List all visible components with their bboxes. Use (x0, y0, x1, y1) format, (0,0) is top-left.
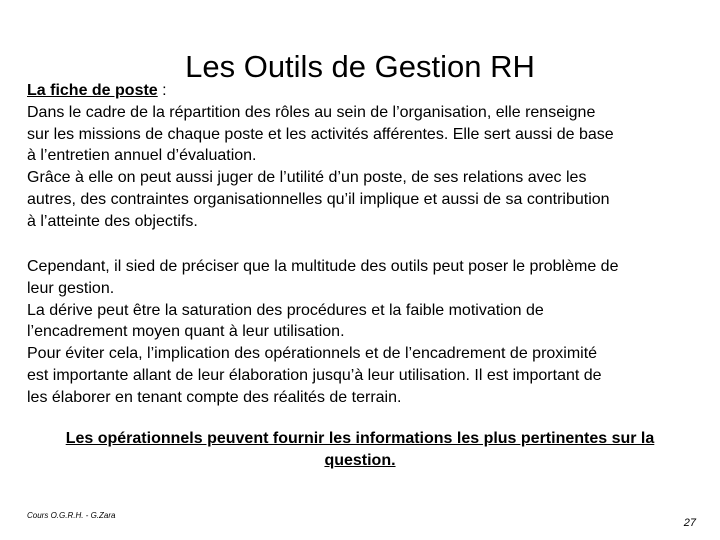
paragraph-line: l’encadrement moyen quant à leur utilisation. (27, 323, 345, 341)
section-heading-line (27, 80, 695, 102)
conclusion-line: Les opérationnels peuvent fournir les informations les plus pertinentes sur la (65, 430, 655, 447)
paragraph-line: à l’atteinte des objectifs. (27, 212, 198, 230)
paragraph-line: sur les missions de chaque poste et les activités afférentes. Elle sert aussi de base (27, 125, 614, 143)
paragraph-line: Grâce à elle on peut aussi juger de l’utilité d’un poste, de ses relations avec les (27, 169, 587, 187)
paragraph-line: Pour éviter cela, l’implication des opérationnels et de l’encadrement de proximité (27, 345, 598, 363)
paragraph-line: leur gestion. (27, 279, 115, 297)
slide-title: Les Outils de Gestion RH (185, 48, 535, 84)
paragraph-line: autres, des contraintes organisationnelles qu’il implique et aussi de sa contribution (27, 190, 610, 208)
footer-course-label: Cours O.G.R.H. - G.Zara (27, 511, 116, 520)
paragraph-line: est importante allant de leur élaboration jusqu’à leur utilisation. Il est important de (27, 366, 602, 384)
paragraph-line: à l’entretien annuel d’évaluation. (27, 147, 257, 165)
section-gestion-des-outils (27, 256, 695, 409)
conclusion-line: question. (324, 452, 396, 469)
paragraph-line: Dans le cadre de la répartition des rôles au sein de l’organisation, elle renseigne (27, 103, 596, 121)
paragraph-line: La dérive peut être la saturation des procédures et la faible motivation de (27, 301, 544, 319)
page-number: 27 (683, 517, 696, 529)
conclusion-statement (20, 428, 700, 472)
section-heading-suffix: : (157, 82, 167, 99)
paragraph-line: les élaborer en tenant compte des réalités de terrain. (27, 388, 402, 406)
section-heading: La fiche de poste (27, 82, 158, 99)
section-fiche-de-poste (27, 80, 695, 233)
paragraph-line: Cependant, il sied de préciser que la multitude des outils peut poser le problème de (27, 258, 619, 275)
